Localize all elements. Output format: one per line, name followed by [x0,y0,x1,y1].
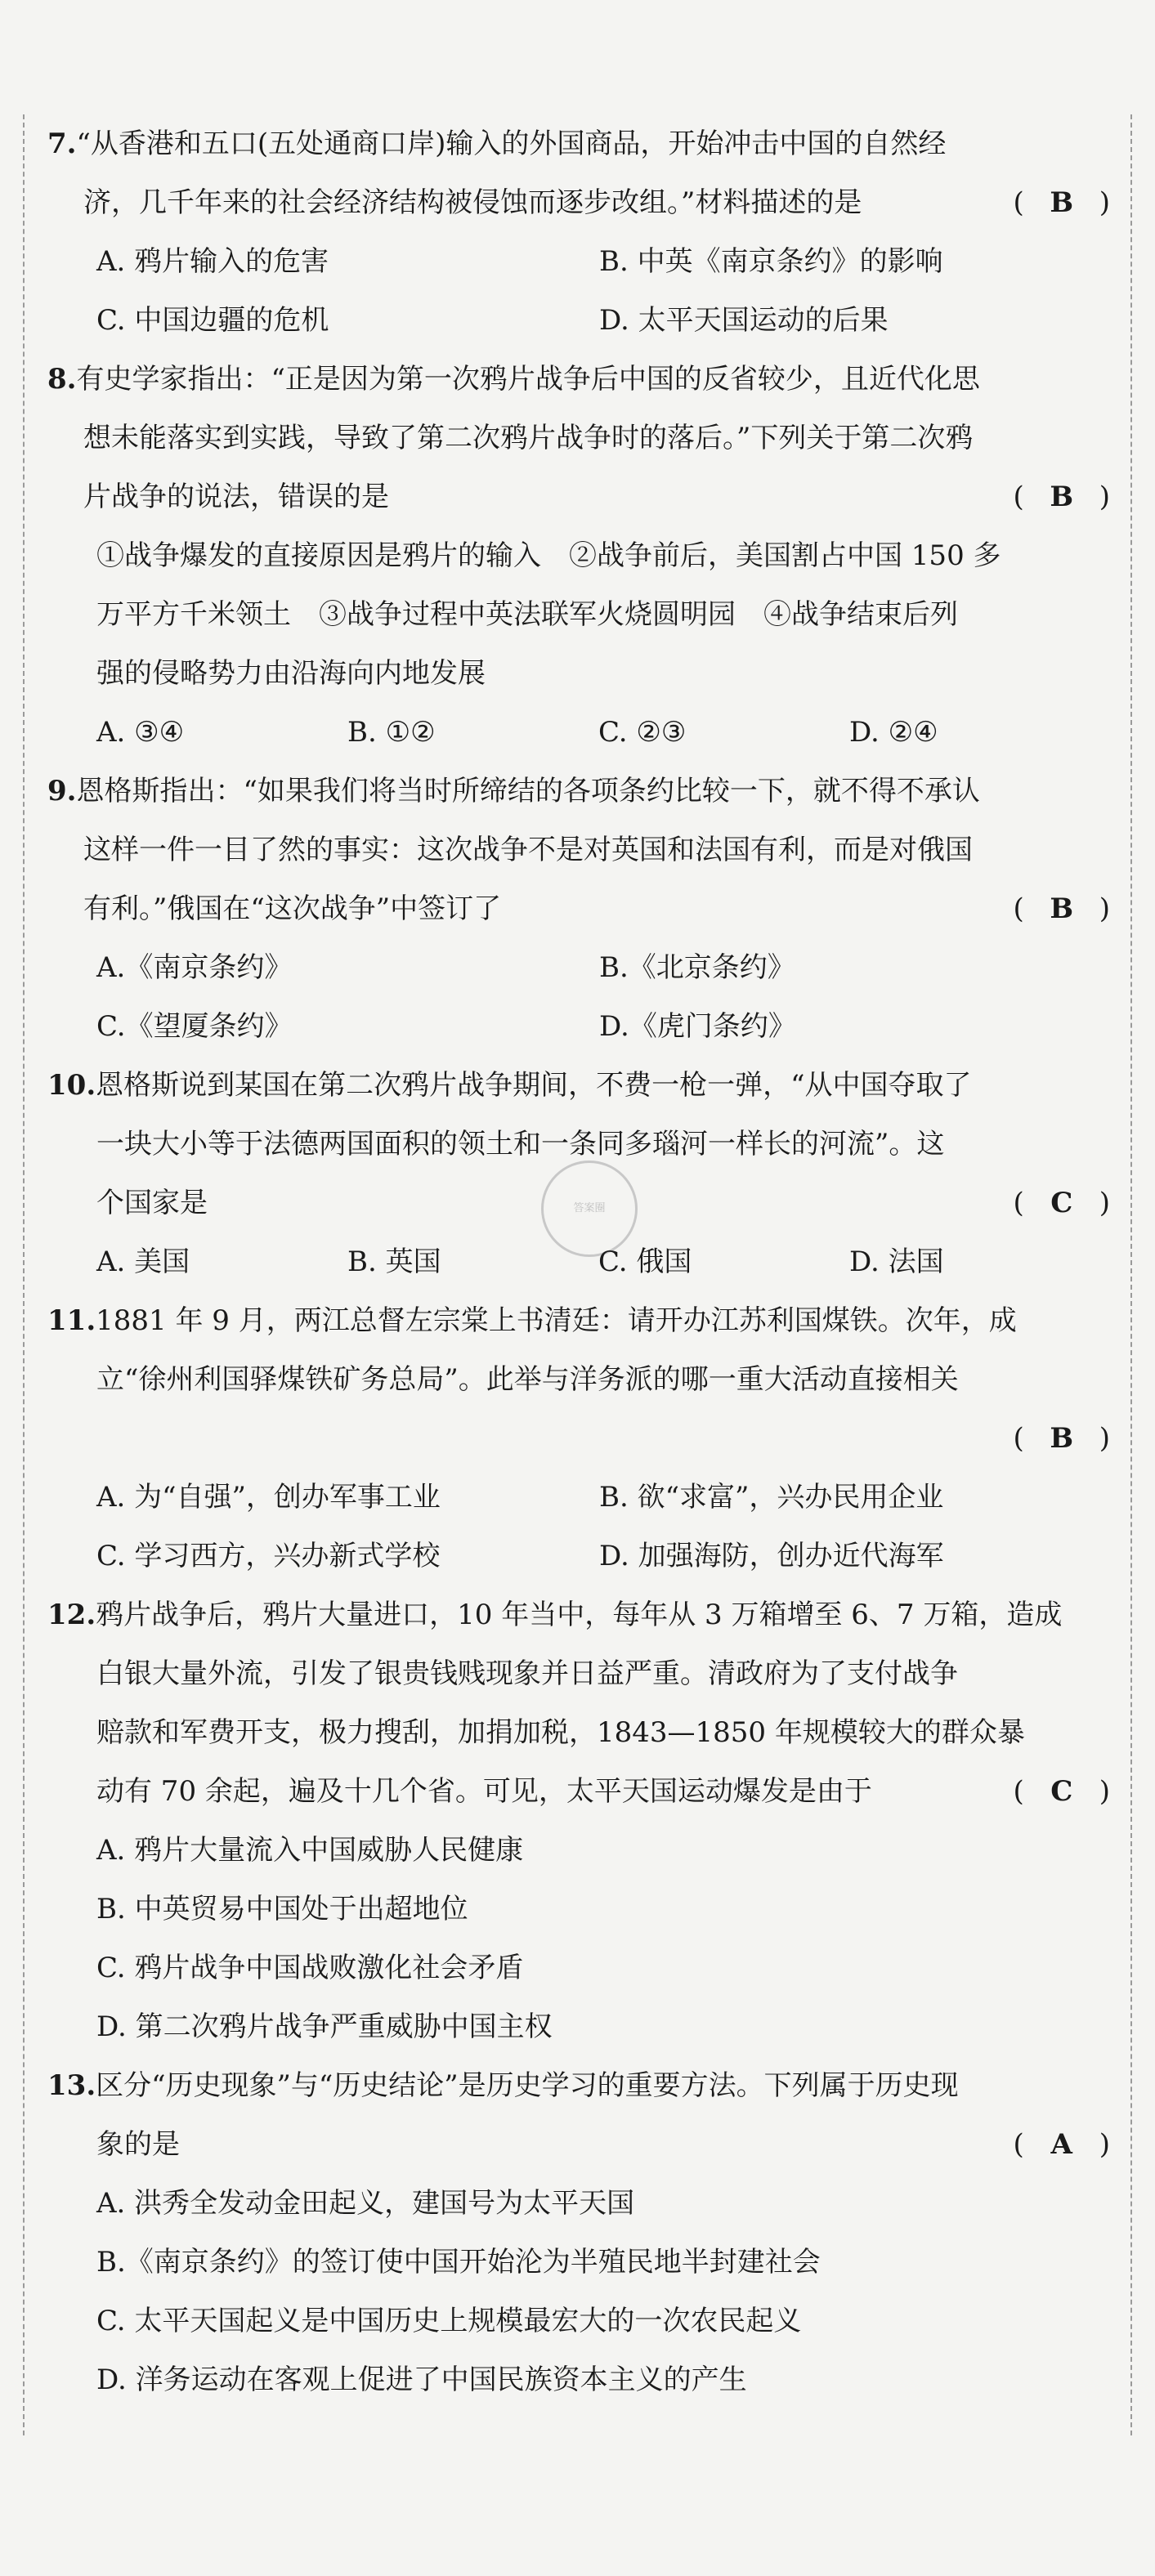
statement-line: 万平方千米领土 ③战争过程中英法联军火烧圆明园 ④战争结束后列 [96,598,958,631]
option: D. 法国 [849,1246,944,1278]
question-8: 8.有史学家指出：“正是因为第一次鸦片战争后中国的反省较少，且近代化思 想未能落实到实践，导致了第二次鸦片战争时的落后。”下列关于第二次鸦 片战争的说法，错误的是 ( B ) ①战争爆发的直接原因是鸦片的输入 ②战争前后，美国割占中国 150 多 万平方千米领土 ③战争过程中英法联军火烧圆明园 ④战争结束后列 强的侵略势力由沿海向内地发展 A. ③④ B. ①② C. ②③ D. ②④ [47,350,1110,762]
option: B. 英国 [347,1246,441,1278]
option: C.《望厦条约》 [96,1010,293,1043]
options-11 [47,1468,1110,1585]
options-8 [47,703,1110,762]
option: D. 太平天国运动的后果 [599,304,889,337]
answer-12: ( C ) [1013,1775,1110,1808]
question-12: 12.鸦片战争后，鸦片大量进口，10 年当中，每年从 3 万箱增至 6、7 万箱，造成 白银大量外流，引发了银贵钱贱现象并日益严重。清政府为了支付战争 赔款和军费开支，极力搜刮，加捐加税，1843—1850 年规模较大的群众暴 动有 70 余起，遍及十几个省。可见，太平天国运动爆发是由于 ( C ) A. 鸦片大量流入中国威胁人民健康 B. 中英贸易中国处于出超地位 C. 鸦片战争中国战败激化社会矛盾 D. 第二次鸦片战争严重威胁中国主权 [47,1585,1110,2056]
question-11: 11.1881 年 9 月，两江总督左宗棠上书清廷：请开办江苏利国煤铁。次年，成 立“徐州利国驿煤铁矿务总局”。此举与洋务派的哪一重大活动直接相关 ( B ) A. 为“自强”，创办军事工业 B. 欲“求富”，兴办民用企业 C. 学习西方，兴办新式学校 D. 加强海防，创办近代海军 [47,1291,1110,1585]
option: B. 中英《南京条约》的影响 [599,245,943,278]
options-10 [47,1232,1110,1291]
option: A. 洪秀全发动金田起义，建国号为太平天国 [96,2187,635,2220]
option: A. 为“自强”，创办军事工业 [96,1481,441,1514]
option: D. 第二次鸦片战争严重威胁中国主权 [96,2010,553,2043]
option: C. 鸦片战争中国战败激化社会矛盾 [96,1952,524,1984]
question-10: 10.恩格斯说到某国在第二次鸦片战争期间，不费一枪一弹，“从中国夺取了 一块大小等于法德两国面积的领土和一条同多瑙河一样长的河流”。这 个国家是 ( C ) A. 美国 B. 英国 C. 俄国 D. 法国 [47,1056,1110,1291]
option: D. ②④ [849,716,938,749]
question-7: 7.“从香港和五口(五处通商口岸)输入的外国商品，开始冲击中国的自然经 济，几千年来的社会经济结构被侵蚀而逐步改组。”材料描述的是 ( B ) A. 鸦片输入的危害 B. 中英《南京条约》的影响 C. 中国边疆的危机 D. 太平天国运动的后果 [47,114,1110,350]
question-list [47,114,1110,2409]
watermark-stamp: 答案圈 [541,1161,638,1257]
option: D.《虎门条约》 [599,1010,796,1043]
question-13: 13.区分“历史现象”与“历史结论”是历史学习的重要方法。下列属于历史现 象的是 ( A ) A. 洪秀全发动金田起义，建国号为太平天国 B.《南京条约》的签订使中国开始沦为半殖民地半封建社会 C. 太平天国起义是中国历史上规模最宏大的一次农民起义 D. 洋务运动在客观上促进了中国民族资本主义的产生 [47,2056,1110,2409]
option: C. ②③ [598,716,687,749]
option: A. 鸦片大量流入中国威胁人民健康 [96,1834,524,1867]
option: B. 欲“求富”，兴办民用企业 [599,1481,944,1514]
option: B.《南京条约》的签订使中国开始沦为半殖民地半封建社会 [96,2246,821,2279]
answer-9: ( B ) [1013,892,1110,925]
option: B.《北京条约》 [599,951,795,984]
answer-11: ( B ) [1013,1422,1110,1455]
option: A. ③④ [96,716,185,749]
option: C. 学习西方，兴办新式学校 [96,1540,441,1572]
answer-13: ( A ) [1013,2128,1110,2161]
answer-7: ( B ) [1013,186,1110,219]
option: D. 洋务运动在客观上促进了中国民族资本主义的产生 [96,2364,747,2396]
statement-line: 强的侵略势力由沿海向内地发展 [96,657,486,690]
statement-line: ①战争爆发的直接原因是鸦片的输入 ②战争前后，美国割占中国 150 多 [96,539,1001,572]
answer-10: ( C ) [1013,1187,1110,1219]
question-9: 9.恩格斯指出：“如果我们将当时所缔结的各项条约比较一下，就不得不承认 这样一件一目了然的事实：这次战争不是对英国和法国有利，而是对俄国 有利。”俄国在“这次战争”中签订了 ( B ) A.《南京条约》 B.《北京条约》 C.《望厦条约》 D.《虎门条约》 [47,762,1110,1056]
option: A. 美国 [96,1246,190,1278]
option: C. 俄国 [598,1246,692,1278]
answer-8: ( B ) [1013,481,1110,513]
options-12 [47,1821,1110,2056]
left-dashed-margin [23,114,25,2435]
option: B. 中英贸易中国处于出超地位 [96,1893,468,1925]
options-7 [47,232,1110,350]
options-9 [47,938,1110,1056]
options-13 [47,2174,1110,2409]
option: C. 太平天国起义是中国历史上规模最宏大的一次农民起义 [96,2305,802,2337]
right-dashed-margin [1130,114,1132,2435]
option: B. ①② [347,716,436,749]
option: D. 加强海防，创办近代海军 [599,1540,944,1572]
option: A. 鸦片输入的危害 [96,245,329,278]
option: C. 中国边疆的危机 [96,304,329,337]
option: A.《南京条约》 [96,951,293,984]
